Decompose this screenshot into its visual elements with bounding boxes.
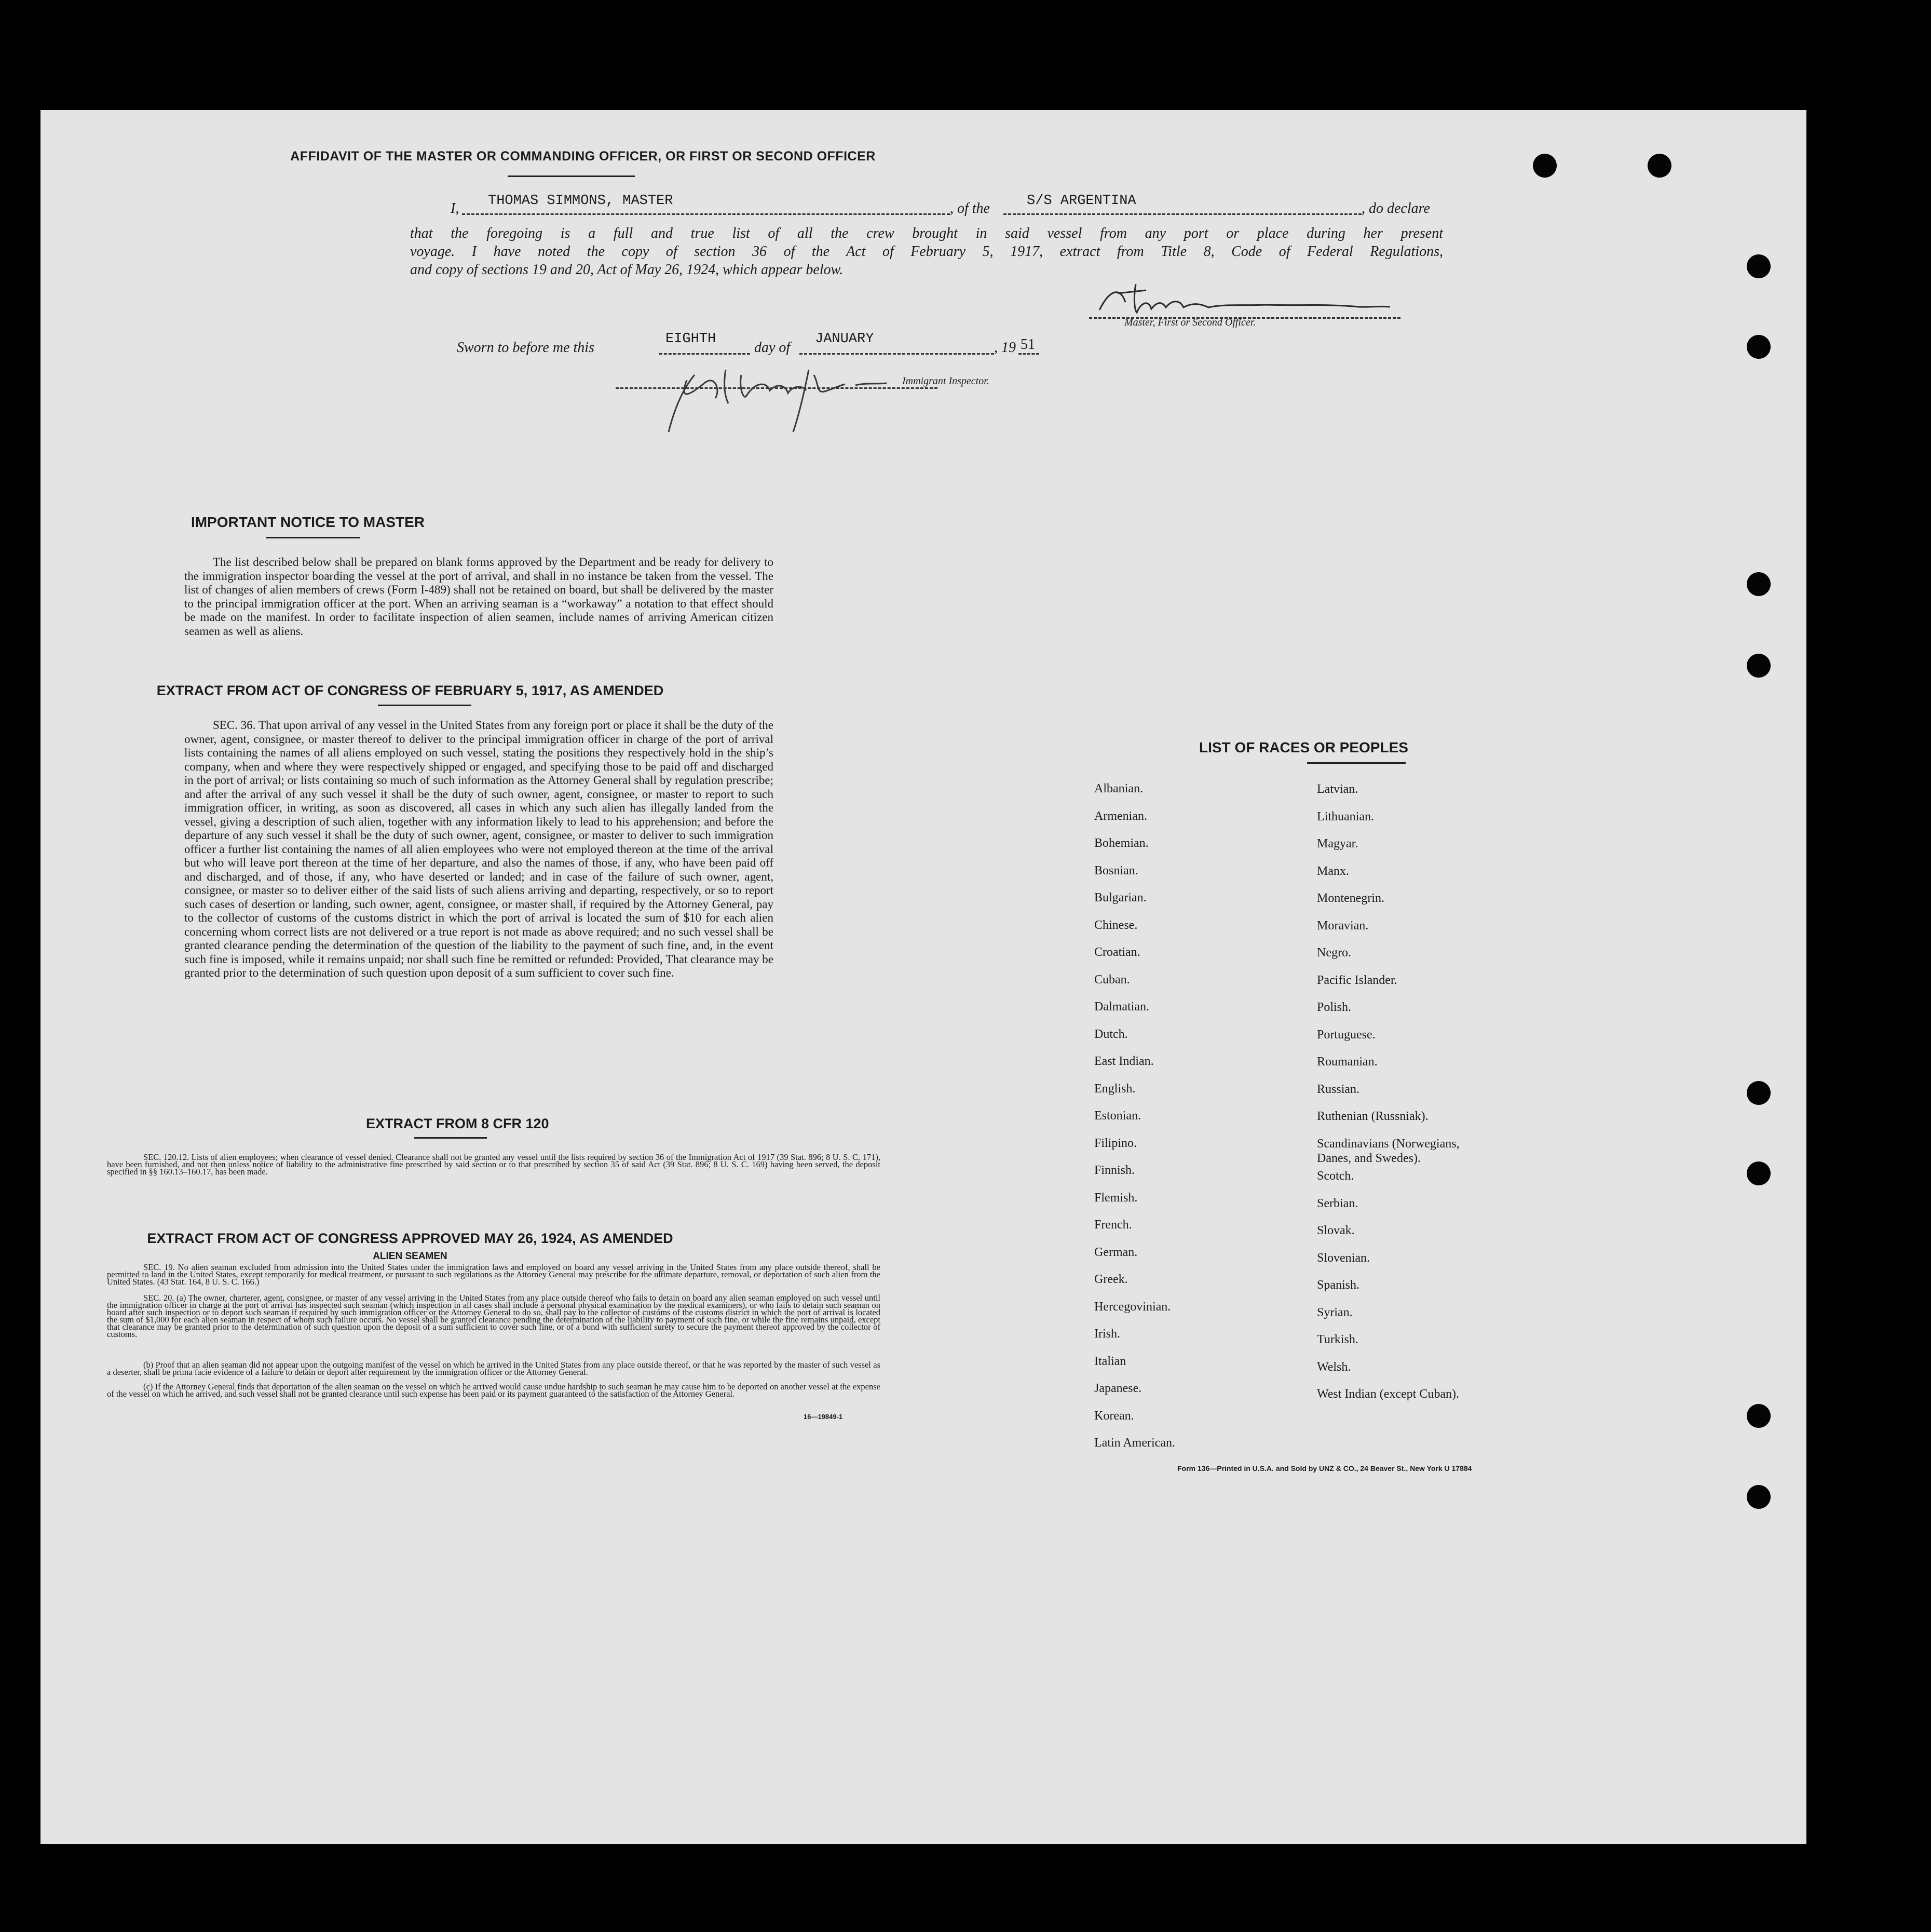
sworn-day-field: [659, 332, 750, 355]
year-prefix: , 19: [994, 340, 1016, 356]
sworn-month-field: [799, 332, 994, 355]
race-item-left: Korean.: [1094, 1409, 1134, 1423]
punch-hole: [1747, 1081, 1771, 1105]
race-item-left: Greek.: [1094, 1273, 1128, 1286]
race-item-left: French.: [1094, 1218, 1132, 1232]
declaration-line1: that the foregoing is a full and true list of all the crew brought in said vessel from any port or place during her present: [410, 225, 1443, 241]
extract1924-sec20c: (c) If the Attorney General finds that deportation of the alien seaman on the vessel on which he arrived would cause undue hardship to such seaman he may cause him to be deported on another vessel at the expense of the vessel on which he arrived, and such vessel shall not be granted clearance until such expense has been paid or its payment guaranteed to the satisfaction of the Attorney General.: [107, 1382, 880, 1399]
extract1917-body: SEC. 36. That upon arrival of any vessel in the United States from any foreign port or place it shall be the duty of the owner, agent, consignee, or master thereof to deliver to the principal immigration officer in charge of the port of arrival lists containing the names of all aliens employed on such vessel, stating the positions they respectively hold in the ship’s company, when and where they were respectively shipped or engaged, and specifying those to be paid off and discharged in the port of arrival; or lists containing so much of such information as the Attorney General shall by regulation prescribe; and after the arrival of any such vessel it shall be the duty of such owner, agent, consignee, or master to report to such immigration officer, in writing, as soon as discovered, all cases in which any such alien has illegally landed from the vessel, giving a description of such alien, together with any information likely to lead to his apprehension; and before the departure of any such vessel it shall be the duty of such owner, agent, consignee, or master to deliver to such immigration officer a further list containing the names of all alien employees who were not employed thereon at the time of the arrival but who will leave port thereon at the time of her departure, and also the names of those, if any, who have been paid off and discharged, and of those, if any, who have deserted or landed; and in case of the failure of such owner, agent, consignee, or master so to deliver either of the said lists of such aliens arriving and departing, respectively, or so to report such cases of desertion or landing, such owner, agent, consignee, or master shall, if required by the Attorney General, pay to the collector of customs of the customs district in which the port of arrival is located the sum of $10 for each alien concerning whom correct lists are not delivered or a true report is not made as above required; and no such vessel shall be granted clearance pending the determination of the question of the liability to the payment of such fine, and, in the event such fine is imposed, while it remains unpaid; nor shall such fine be remitted or refunded: Provided, That clearance may be granted prior to the determination of such question upon deposit of a sum sufficient to cover such fine.: [184, 719, 773, 979]
race-item-left: Bosnian.: [1094, 863, 1138, 877]
form-code: 16—19849-1: [804, 1413, 843, 1421]
notice-rule: [266, 537, 360, 538]
race-item-left: Latin American.: [1094, 1436, 1175, 1450]
races-rule: [1307, 762, 1406, 764]
master-name-field: [462, 193, 950, 215]
race-item-right: Roumanian.: [1317, 1055, 1378, 1069]
extract1924-title: EXTRACT FROM ACT OF CONGRESS APPROVED MAY 26, 1924, AS AMENDED: [147, 1231, 673, 1246]
extract1917-title: EXTRACT FROM ACT OF CONGRESS OF FEBRUARY 5, 1917, AS AMENDED: [156, 683, 664, 698]
declaration-text: [410, 224, 1443, 279]
race-item-left: Hercegovinian.: [1094, 1300, 1171, 1314]
do-declare-label: , do declare: [1362, 200, 1430, 217]
year-value: 51: [1021, 336, 1035, 353]
race-item-right: Serbian.: [1317, 1196, 1358, 1210]
inspector-caption: Immigrant Inspector.: [902, 375, 989, 387]
cfr-body: SEC. 120.12. Lists of alien employees; when clearance of vessel denied. Clearance shall not be granted any vessel until the lists required by section 36 of the Immigration Act of 1917 (39 Stat. 896; 8 U. S. C. 171), have been furnished, and not then unless notice of liability to the administrative fine prescribed by said section or to that prescribed by section 35 of said Act (39 Stat. 896; 8 U. S. C. 169) having been served, the deposit specified in §§ 160.13–160.17, has been made.: [107, 1152, 880, 1177]
race-item-left: Chinese.: [1094, 918, 1138, 932]
race-item-left: Finnish.: [1094, 1164, 1135, 1177]
race-item-left: Estonian.: [1094, 1109, 1141, 1123]
i-label: I,: [451, 200, 459, 217]
race-item-right: Russian.: [1317, 1082, 1360, 1096]
race-item-right: Syrian.: [1317, 1305, 1353, 1319]
race-item-left: Croatian.: [1094, 945, 1140, 959]
of-the-label: , of the: [950, 200, 990, 217]
extract1917-rule: [378, 705, 471, 706]
race-item-left: Filipino.: [1094, 1136, 1137, 1150]
master-name-value: THOMAS SIMMONS, MASTER: [488, 193, 673, 209]
race-item-right: Magyar.: [1317, 837, 1358, 850]
race-item-right: Pacific Islander.: [1317, 973, 1397, 987]
master-signature: [1089, 279, 1400, 320]
race-item-right: Manx.: [1317, 864, 1349, 878]
sworn-day-value: EIGHTH: [665, 331, 716, 347]
punch-hole: [1533, 154, 1557, 178]
sworn-line: [457, 332, 1132, 356]
form-page: [40, 110, 1806, 1844]
race-item-left: Irish.: [1094, 1327, 1120, 1341]
inspector-signature: [637, 354, 959, 437]
vessel-name-field: [1003, 193, 1362, 215]
printer-line: Form 136—Printed in U.S.A. and Sold by UNZ & CO., 24 Beaver St., New York U 17884: [1177, 1464, 1472, 1472]
race-item-right: Turkish.: [1317, 1333, 1358, 1346]
notice-title: IMPORTANT NOTICE TO MASTER: [191, 514, 425, 530]
race-item-right: Latvian.: [1317, 782, 1358, 796]
extract1924-sec19: SEC. 19. No alien seaman excluded from admission into the United States under the immigration laws and employed on board any vessel arriving in the United States from any place outside thereof, shall be permitted to land in the United States, except temporarily for medical treatment, or pursuant to such regulations as the Attorney General may prescribe for the ultimate departure, removal, or deportation of such alien from the United States. (43 Stat. 164, 8 U. S. C. 166.): [107, 1262, 880, 1287]
race-item-right: West Indian (except Cuban).: [1317, 1387, 1459, 1401]
race-item-left: Flemish.: [1094, 1191, 1138, 1205]
race-item-left: Dutch.: [1094, 1027, 1128, 1041]
race-item-right: Moravian.: [1317, 918, 1369, 933]
race-item-right: Polish.: [1317, 1001, 1352, 1014]
day-of-label: day of: [754, 340, 791, 356]
race-item-right: Slovak.: [1317, 1224, 1355, 1237]
race-item-left: Albanian.: [1094, 782, 1143, 795]
punch-hole: [1747, 335, 1771, 359]
punch-hole: [1747, 572, 1771, 596]
race-item-right: Negro.: [1317, 946, 1351, 960]
race-item-left: East Indian.: [1094, 1055, 1154, 1068]
race-item-right: Portuguese.: [1317, 1028, 1376, 1042]
race-item-left: Armenian.: [1094, 809, 1147, 823]
affidavit-title: AFFIDAVIT OF THE MASTER OR COMMANDING OFFICER, OR FIRST OR SECOND OFFICER: [290, 149, 876, 164]
cfr-rule: [414, 1137, 487, 1139]
declaration-line2: voyage. I have noted the copy of section 36 of the Act of February 5, 1917, extract from Title 8, Code of Federal Regulations,: [410, 244, 1443, 260]
punch-hole: [1747, 1404, 1771, 1428]
race-item-left: Bohemian.: [1094, 836, 1149, 850]
extract1924-subtitle: ALIEN SEAMEN: [373, 1251, 447, 1262]
sworn-label: Sworn to before me this: [457, 340, 594, 356]
master-caption: Master, First or Second Officer.: [1124, 317, 1256, 328]
race-item-left: Cuban.: [1094, 972, 1130, 987]
race-item-right: Scandinavians (Norwegians, Danes, and Swedes).: [1317, 1137, 1460, 1165]
declaration-line3: and copy of sections 19 and 20, Act of May 26, 1924, which appear below.: [410, 262, 844, 278]
extract1924-sec20a: SEC. 20. (a) The owner, charterer, agent, consignee, or master of any vessel arriving in the United States from any place outside thereof who fails to detain on board any alien seaman employed on such vessel until the immigration officer in charge at the port of arrival has inspected such seaman (which inspection in all cases shall include a personal physical examination by the medical examiners), or who fails to detain such seaman on board after such inspection or to deport such seaman if required by such immigration officer or the Attorney General to do so, shall pay to the collector of customs of the customs district in which the port of arrival is located the sum of $1,000 for each alien seaman in respect of whom such failure occurs. No vessel shall be granted clearance pending the determination of the liability to payment of such fine, or while the fine remains unpaid, except that clearance may be granted prior to the determination of such question upon the deposit of a sum sufficient to cover such fine, or of a bond with sufficient surety to secure the payment thereof approved by the collector of customs.: [107, 1293, 880, 1339]
race-item-right: Welsh.: [1317, 1360, 1351, 1374]
race-item-right: Scotch.: [1317, 1169, 1354, 1183]
punch-hole: [1747, 1485, 1771, 1509]
punch-hole: [1747, 254, 1771, 278]
notice-body: The list described below shall be prepared on blank forms approved by the Department and be ready for delivery to the immigration inspector boarding the vessel at the port of arrival, and shall in no instance be taken from the vessel. The list of changes of alien members of crews (Form I-489) shall not be retained on board, but shall be delivered by the master to the principal immigration officer at the port. When an arriving seaman is a “workaway” a notation to that effect should be made on the manifest. In order to facilitate inspection of alien seamen, include names of arriving American citizen seamen as well as aliens.: [184, 556, 773, 638]
race-item-left: German.: [1094, 1245, 1138, 1259]
race-item-right: Montenegrin.: [1317, 891, 1384, 905]
punch-hole: [1648, 154, 1671, 178]
vessel-name-value: S/S ARGENTINA: [1027, 193, 1136, 209]
race-item-left: Japanese.: [1094, 1382, 1142, 1395]
year-field: [1018, 332, 1039, 355]
extract1924-sec20b: (b) Proof that an alien seaman did not appear upon the outgoing manifest of the vessel on which he arrived in the United States from any place outside thereof, or that he was reported by the master of such vessel as a deserter, shall be prima facie evidence of a failure to detain or deport after requirement by the immigration officer or the Attorney General.: [107, 1360, 880, 1377]
declarant-line: [451, 193, 1437, 217]
race-item-right: Spanish.: [1317, 1278, 1360, 1292]
race-item-left: English.: [1094, 1082, 1136, 1096]
race-item-left: Bulgarian.: [1094, 891, 1147, 904]
races-title: LIST OF RACES OR PEOPLES: [1199, 739, 1408, 755]
cfr-title: EXTRACT FROM 8 CFR 120: [366, 1116, 549, 1131]
punch-hole: [1747, 1161, 1771, 1185]
race-item-left: Italian: [1094, 1354, 1126, 1368]
race-item-right: Ruthenian (Russniak).: [1317, 1110, 1429, 1123]
sworn-month-value: JANUARY: [815, 331, 874, 347]
punch-hole: [1747, 654, 1771, 678]
race-item-left: Dalmatian.: [1094, 1000, 1149, 1014]
race-item-right: Lithuanian.: [1317, 809, 1374, 823]
race-item-right: Slovenian.: [1317, 1251, 1370, 1265]
title-rule: [508, 175, 635, 177]
